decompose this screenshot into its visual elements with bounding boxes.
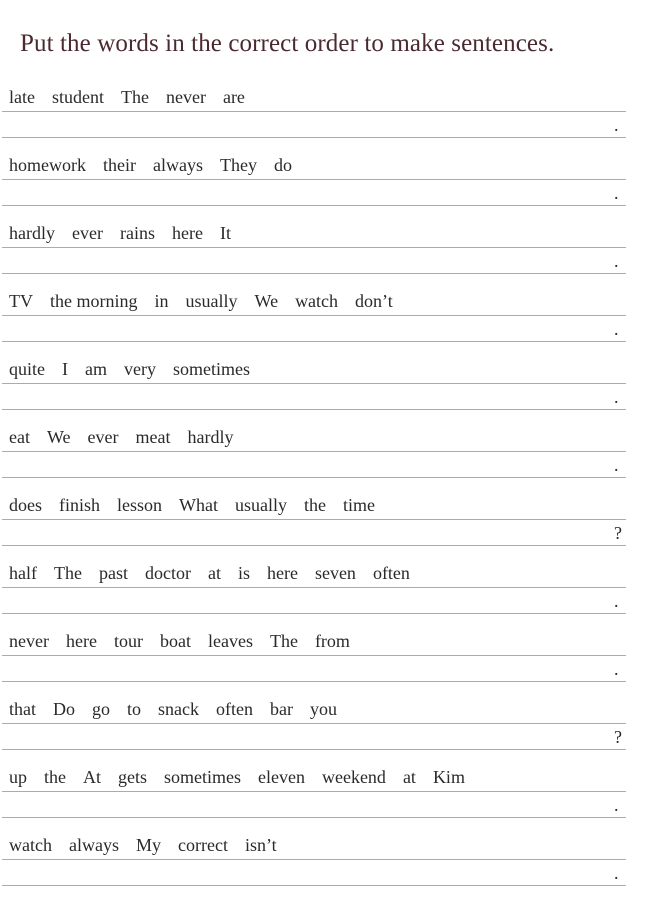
word: here: [171, 223, 203, 243]
scrambled-words: [9, 696, 354, 722]
end-punctuation: ?: [614, 727, 622, 747]
word: are: [222, 87, 245, 107]
word: I: [62, 359, 68, 379]
exercise-item: [0, 424, 662, 484]
scrambled-words: [9, 424, 250, 450]
word: that: [9, 699, 36, 719]
word: their: [102, 155, 136, 175]
word: late: [9, 87, 35, 107]
word: never: [165, 87, 206, 107]
answer-line[interactable]: [2, 749, 626, 750]
exercise-item: [0, 764, 662, 824]
answer-line[interactable]: [2, 519, 626, 520]
answer-line[interactable]: [2, 205, 626, 206]
answer-line[interactable]: [2, 587, 626, 588]
word: eat: [9, 427, 30, 447]
word: meat: [135, 427, 171, 447]
word: leaves: [207, 631, 253, 651]
word: Do: [53, 699, 75, 719]
word: lesson: [117, 495, 163, 515]
end-punctuation: .: [614, 183, 619, 203]
answer-line[interactable]: [2, 451, 626, 452]
word: quite: [9, 359, 45, 379]
answer-line[interactable]: [2, 723, 626, 724]
word: rains: [119, 223, 155, 243]
end-punctuation: ?: [614, 523, 622, 543]
word: at: [207, 563, 221, 583]
word: student: [51, 87, 104, 107]
scrambled-words: [9, 356, 267, 382]
word: bar: [269, 699, 293, 719]
word: finish: [59, 495, 101, 515]
exercise-item: [0, 152, 662, 212]
word: half: [9, 563, 37, 583]
answer-line[interactable]: [2, 655, 626, 656]
word: It: [219, 223, 231, 243]
word: The: [269, 631, 298, 651]
answer-line[interactable]: [2, 545, 626, 546]
exercise-item: [0, 220, 662, 280]
word: the morning: [50, 291, 138, 311]
scrambled-words: [9, 764, 482, 790]
word: At: [83, 767, 101, 787]
word: usually: [185, 291, 238, 311]
word: often: [216, 699, 253, 719]
end-punctuation: .: [614, 591, 619, 611]
word: boat: [159, 631, 191, 651]
answer-line[interactable]: [2, 341, 626, 342]
word: gets: [118, 767, 147, 787]
exercise-item: [0, 696, 662, 756]
answer-line[interactable]: [2, 681, 626, 682]
answer-line[interactable]: [2, 613, 626, 614]
answer-line[interactable]: [2, 885, 626, 886]
exercise-item: [0, 832, 662, 892]
word: the: [44, 767, 66, 787]
word: ever: [87, 427, 119, 447]
word: very: [124, 359, 156, 379]
exercise-item: [0, 492, 662, 552]
end-punctuation: .: [614, 251, 619, 271]
word: weekend: [321, 767, 386, 787]
scrambled-words: [9, 152, 309, 178]
exercise-item: [0, 356, 662, 416]
word: correct: [177, 835, 228, 855]
answer-line[interactable]: [2, 791, 626, 792]
word: The: [120, 87, 149, 107]
scrambled-words: [9, 220, 248, 246]
answer-line[interactable]: [2, 179, 626, 180]
word: don’t: [355, 291, 393, 311]
word: time: [343, 495, 375, 515]
word: often: [372, 563, 410, 583]
word: hardly: [187, 427, 234, 447]
scrambled-words: [9, 560, 427, 586]
word: am: [85, 359, 107, 379]
word: My: [135, 835, 161, 855]
scrambled-words: [9, 288, 410, 314]
word: in: [154, 291, 169, 311]
word: past: [98, 563, 128, 583]
word: go: [92, 699, 110, 719]
scrambled-words: [9, 832, 294, 858]
word: is: [237, 563, 250, 583]
end-punctuation: .: [614, 115, 619, 135]
exercise-item: [0, 560, 662, 620]
word: always: [68, 835, 119, 855]
word: never: [9, 631, 49, 651]
word: watch: [295, 291, 339, 311]
answer-line[interactable]: [2, 247, 626, 248]
word: snack: [158, 699, 199, 719]
exercise-item: [0, 288, 662, 348]
word: eleven: [258, 767, 305, 787]
exercise-item: [0, 84, 662, 144]
word: do: [273, 155, 292, 175]
word: homework: [9, 155, 86, 175]
word: tour: [113, 631, 143, 651]
answer-line[interactable]: [2, 111, 626, 112]
end-punctuation: .: [614, 319, 619, 339]
word: sometimes: [164, 767, 241, 787]
word: The: [53, 563, 82, 583]
scrambled-words: [9, 492, 392, 518]
word: They: [219, 155, 257, 175]
word: ever: [71, 223, 103, 243]
word: does: [9, 495, 42, 515]
word: What: [179, 495, 218, 515]
answer-line[interactable]: [2, 273, 626, 274]
end-punctuation: .: [614, 659, 619, 679]
word: here: [266, 563, 298, 583]
word: at: [402, 767, 416, 787]
answer-line[interactable]: [2, 859, 626, 860]
word: the: [304, 495, 326, 515]
answer-line[interactable]: [2, 383, 626, 384]
answer-line[interactable]: [2, 477, 626, 478]
word: here: [65, 631, 97, 651]
end-punctuation: .: [614, 387, 619, 407]
exercise-item: [0, 628, 662, 688]
word: isn’t: [244, 835, 277, 855]
scrambled-words: [9, 628, 367, 654]
page-title: Put the words in the correct order to make sentences.: [20, 30, 555, 57]
word: to: [127, 699, 142, 719]
word: TV: [9, 291, 33, 311]
word: always: [152, 155, 203, 175]
end-punctuation: .: [614, 795, 619, 815]
word: sometimes: [172, 359, 250, 379]
word: We: [254, 291, 279, 311]
word: hardly: [9, 223, 55, 243]
word: seven: [314, 563, 356, 583]
end-punctuation: .: [614, 863, 619, 883]
word: up: [9, 767, 27, 787]
scrambled-words: [9, 84, 262, 110]
word: you: [309, 699, 337, 719]
word: watch: [9, 835, 52, 855]
answer-line[interactable]: [2, 409, 626, 410]
word: usually: [235, 495, 287, 515]
word: Kim: [432, 767, 465, 787]
answer-line[interactable]: [2, 817, 626, 818]
word: doctor: [144, 563, 191, 583]
answer-line[interactable]: [2, 137, 626, 138]
end-punctuation: .: [614, 455, 619, 475]
answer-line[interactable]: [2, 315, 626, 316]
word: from: [314, 631, 350, 651]
word: We: [46, 427, 71, 447]
